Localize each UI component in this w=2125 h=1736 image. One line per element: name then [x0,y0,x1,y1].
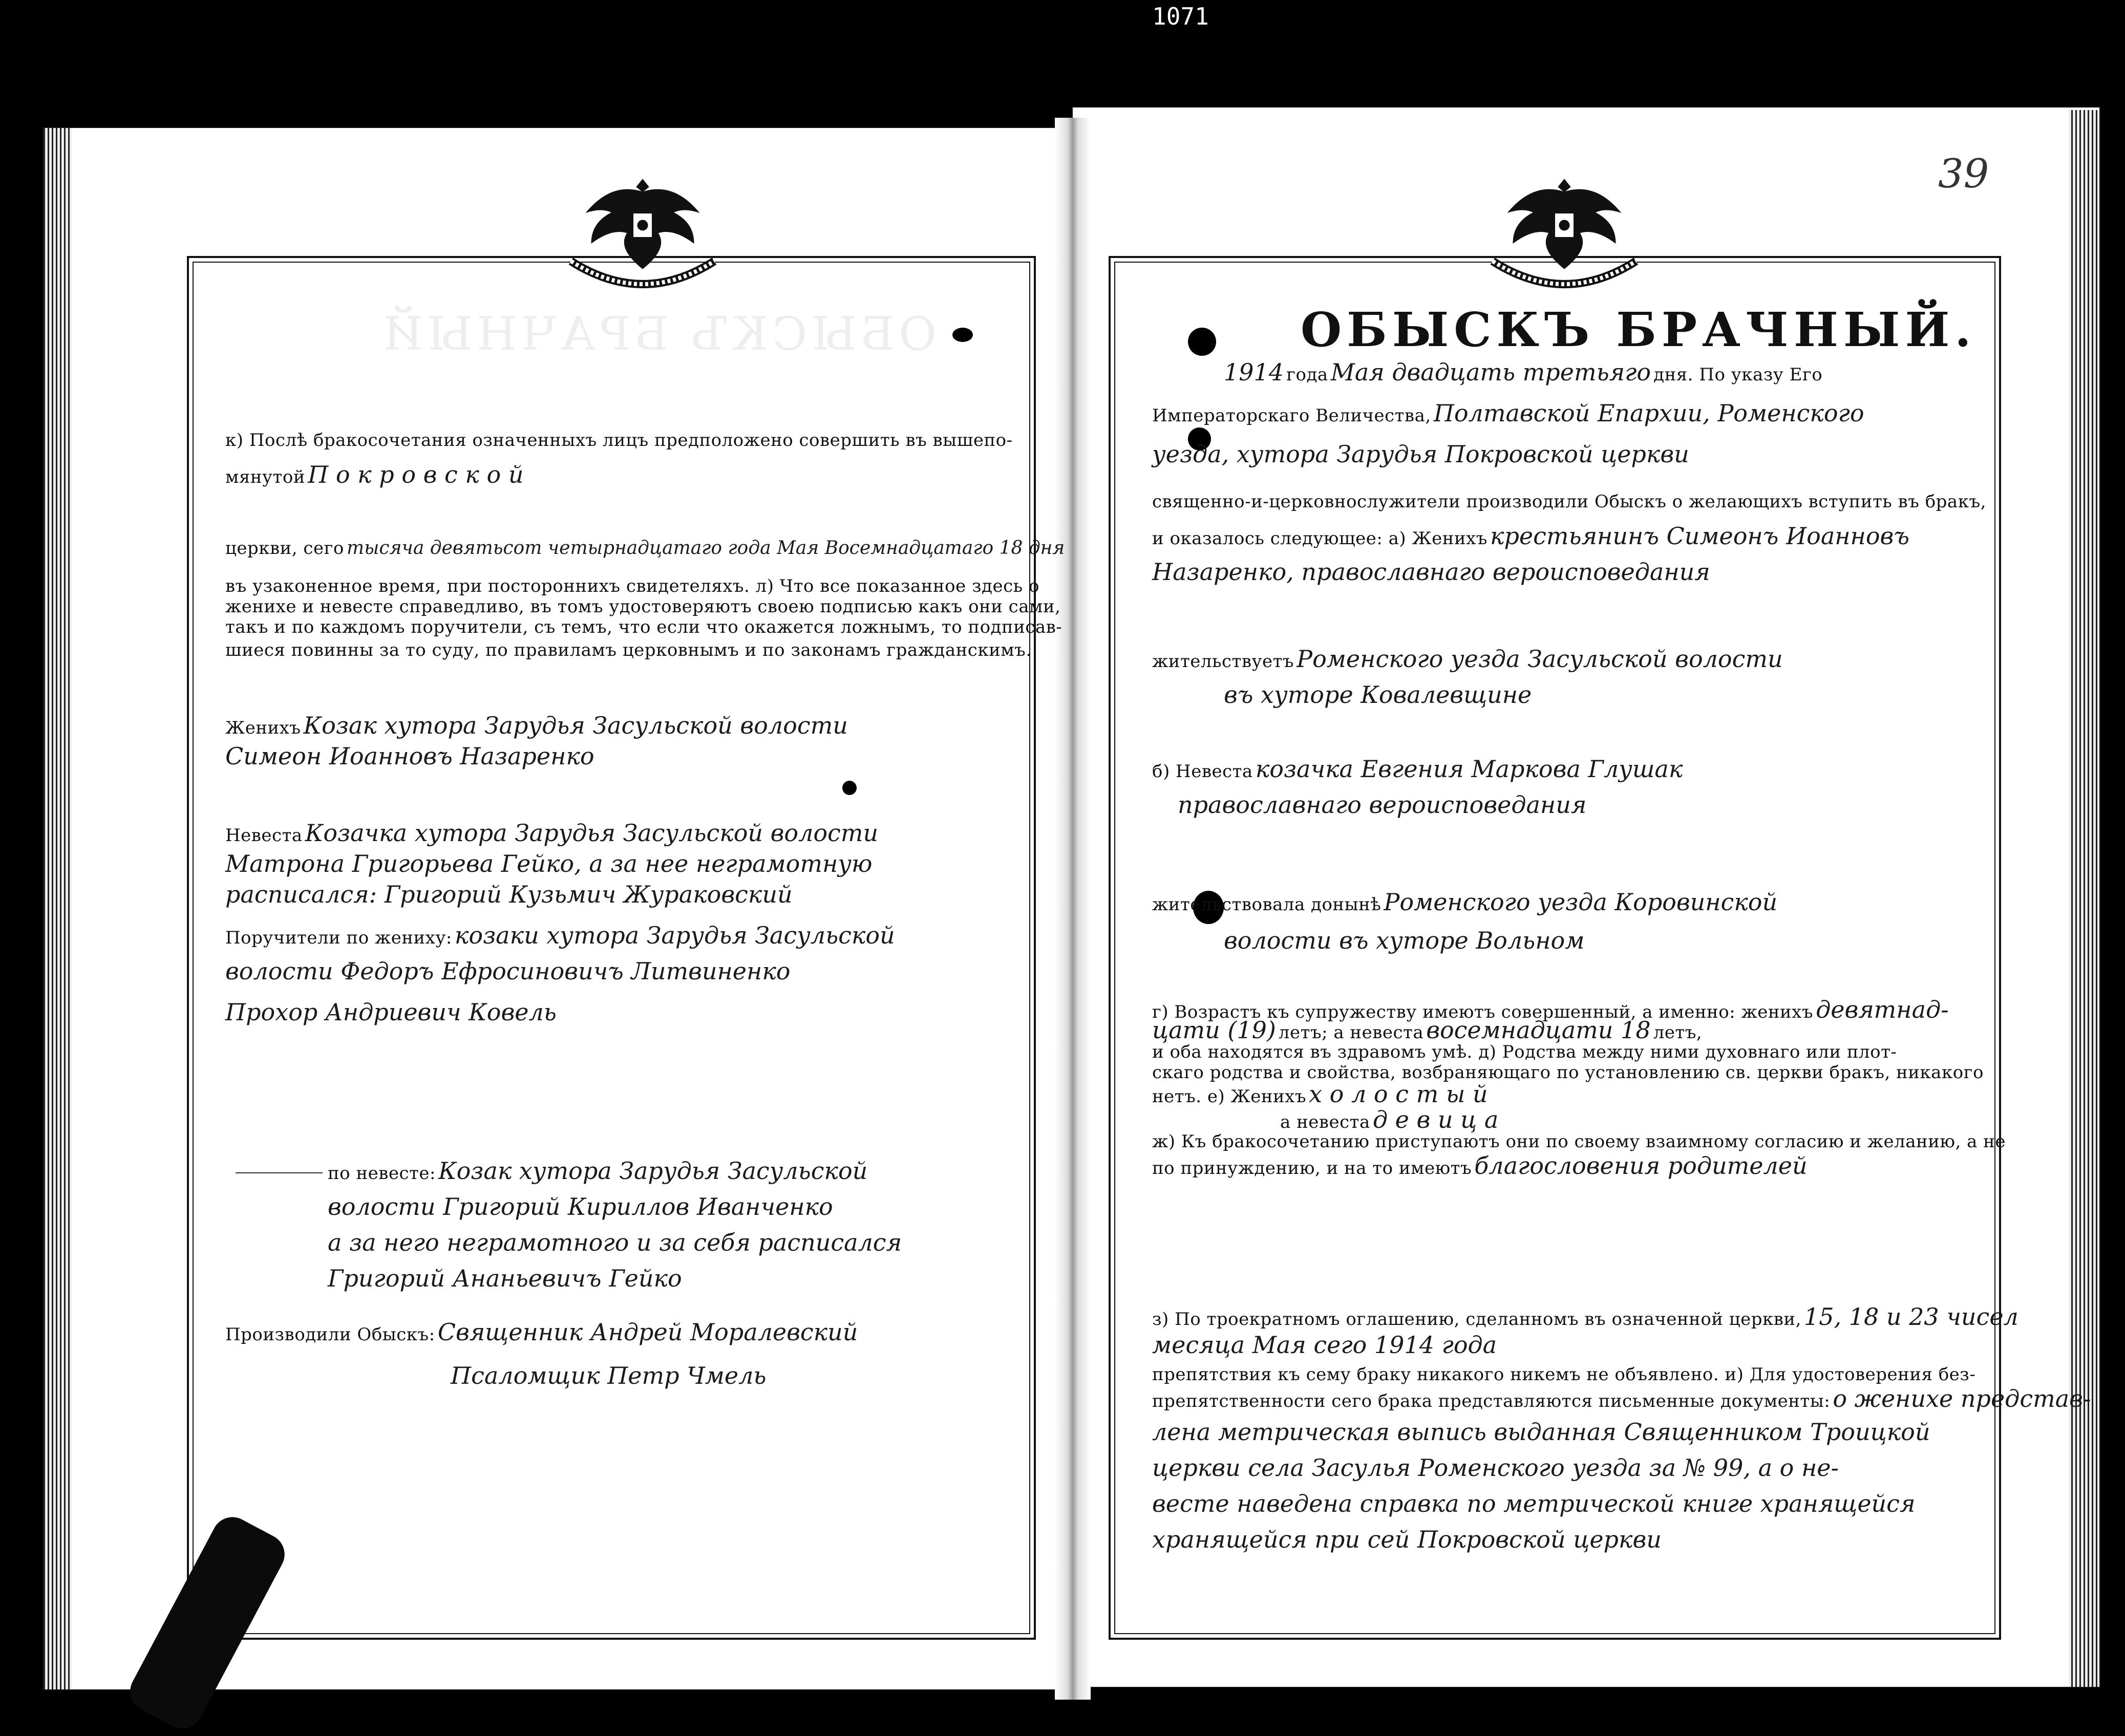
bride-residence-line: жительствовала донынѣ Роменского уезда Коровинской [1152,888,1778,916]
documents-detail-4: хранящейся при сей Покровской церкви [1152,1526,1662,1553]
banns-date-line: месяца Мая сего 1914 года [1152,1331,1497,1359]
bride-signature-name: Матрона Григорьева Гейко, а за нее неграмотную [225,850,873,877]
documents-line: препятственности сего брака представляются письменные документы: о женихе представ- [1152,1385,2091,1412]
documents-detail-1: лена метрическая выпись выданная Священником Троицкой [1152,1418,1930,1446]
ink-blot [842,781,857,795]
groom-status-line: нетъ. е) Женихъ х о л о с т ы й [1152,1080,1488,1108]
document-title: ОБЫСКЪ БРАЧНЫЙ. [1301,302,1977,357]
attest-line-1: женихе и невесте справедливо, въ томъ удостоверяютъ своею подписью какъ они сами, [225,596,1061,617]
clergy-line: священно-и-церковнослужители производили Обыскъ о желающихъ вступить въ бракъ, [1152,491,1986,512]
health-line: и оба находятся въ здравомъ умѣ. д) Родства между ними духовнаго или плот- [1152,1042,1897,1062]
groom-guarantor-1: волости Федоръ Ефросиновичъ Литвиненко [225,957,791,985]
impediment-line: препятствия къ сему браку никакого никемъ не объявлено. и) Для удостоверения без- [1152,1364,1976,1385]
date-line: 1914 года Мая двадцать третьяго дня. По указу Его [1224,358,1823,386]
imperial-eagle-emblem-left [556,164,730,297]
bride-guarantor-2: а за него неграмотного и за себя расписался [328,1229,902,1256]
psalmist-signature: Псаломщик Петр Чмель [451,1362,767,1389]
groom-signature-line: Женихъ Козак хутора Зарудья Засульской волости [225,712,848,739]
bride-faith-line: православнаго вероисповедания [1178,791,1587,819]
groom-guarantors-line: Поручители по жениху: козаки хутора Зарудья Засульской [225,921,895,949]
wedding-date-line: церкви, сего тысяча девятьсот четырнадцатаго года Мая Восемнадцатаго 18 дня [225,538,1065,559]
attest-line-2: такъ и по каждомъ поручители, съ темъ, что если что окажется ложнымъ, то подписав- [225,617,1062,637]
witness-line: въ узаконенное время, при постороннихъ свидетеляхъ. л) Что все показанное здесь о [225,576,1039,596]
bride-line: б) Невеста козачка Евгения Маркова Глушак [1152,755,1683,783]
groom-line: и оказалось следующее: а) Женихъ крестьянинъ Симеонъ Иоанновъ [1152,522,1909,550]
right-page-edges [2069,110,2099,1687]
bride-status-line: а невеста д е в и ц а [1280,1106,1499,1133]
banns-line: з) По троекратномъ оглашению, сделанномъ въ означенной церкви, 15, 18 и 23 чисел [1152,1303,2018,1331]
groom-faith-line: Назаренко, православнаго вероисповедания [1152,558,1710,586]
bride-guarantor-3: Григорий Ананьевичъ Гейко [328,1265,682,1292]
page-number: 39 [1938,151,1989,197]
kinship-line: скаго родства и свойства, возбраняющаго по установлению св. церкви бракъ, никакого [1152,1062,1984,1083]
church-name-line: мянутой П о к р о в с к о й [225,461,524,488]
bride-signature-proxy: расписался: Григорий Кузьмич Жураковский [225,881,793,908]
documents-detail-3: весте наведена справка по метрической книге хранящейся [1152,1490,1916,1517]
age-line: г) Возрастъ къ супружеству имеютъ совершенный, а именно: женихъ девятнад- [1152,996,1949,1023]
investigators-line: Производили Обыскъ: Священник Андрей Моралевский [225,1318,858,1346]
rule-line [236,1172,323,1173]
bleed-through-title: ОБЫСКЪ БРАЧНЫЙ [379,307,937,361]
consent-line: ж) Къ бракосочетанию приступаютъ они по своему взаимному согласию и желанию, а не [1152,1131,2006,1152]
top-film-mark: 1071 [1152,3,1209,30]
attest-line-3: шиеся повинны за то суду, по правиламъ церковнымъ и по законамъ гражданскимъ. [225,640,1032,660]
wedding-plan-line: к) Послѣ бракосочетания означенныхъ лицъ предположено совершить въ вышепо- [225,430,1013,451]
ink-blot [952,328,973,342]
decree-line: Императорскаго Величества, Полтавской Епархии, Роменского [1152,399,1864,427]
bride-village-line: волости въ хуторе Вольном [1224,927,1585,954]
ink-blot [1188,328,1216,356]
age-values-line: цати (19) летъ; а невеста восемнадцати 18 летъ, [1152,1016,1703,1044]
groom-village-line: въ хуторе Ковалевщине [1224,681,1532,709]
bride-signature-line: Невеста Козачка хутора Зарудья Засульской волости [225,819,879,847]
imperial-eagle-emblem-right [1477,164,1651,297]
groom-guarantor-2: Прохор Андриевич Ковель [225,998,557,1026]
left-page-edges [44,128,72,1689]
bride-guarantors-line: по невесте: Козак хутора Зарудья Засульской [328,1157,868,1185]
groom-residence-line: жительствуетъ Роменского уезда Засульской волости [1152,645,1783,673]
groom-signature-name: Симеон Иоанновъ Назаренко [225,742,594,770]
parish-line: уезда, хутора Зарудья Покровской церкви [1152,440,1689,468]
documents-detail-2: церкви села Засулья Роменского уезда за № 99, а о не- [1152,1454,1839,1482]
book-gutter [1055,118,1091,1700]
blessing-line: по принуждению, и на то имеютъ благословения родителей [1152,1152,1808,1180]
bride-guarantor-1: волости Григорий Кириллов Иванченко [328,1193,833,1220]
